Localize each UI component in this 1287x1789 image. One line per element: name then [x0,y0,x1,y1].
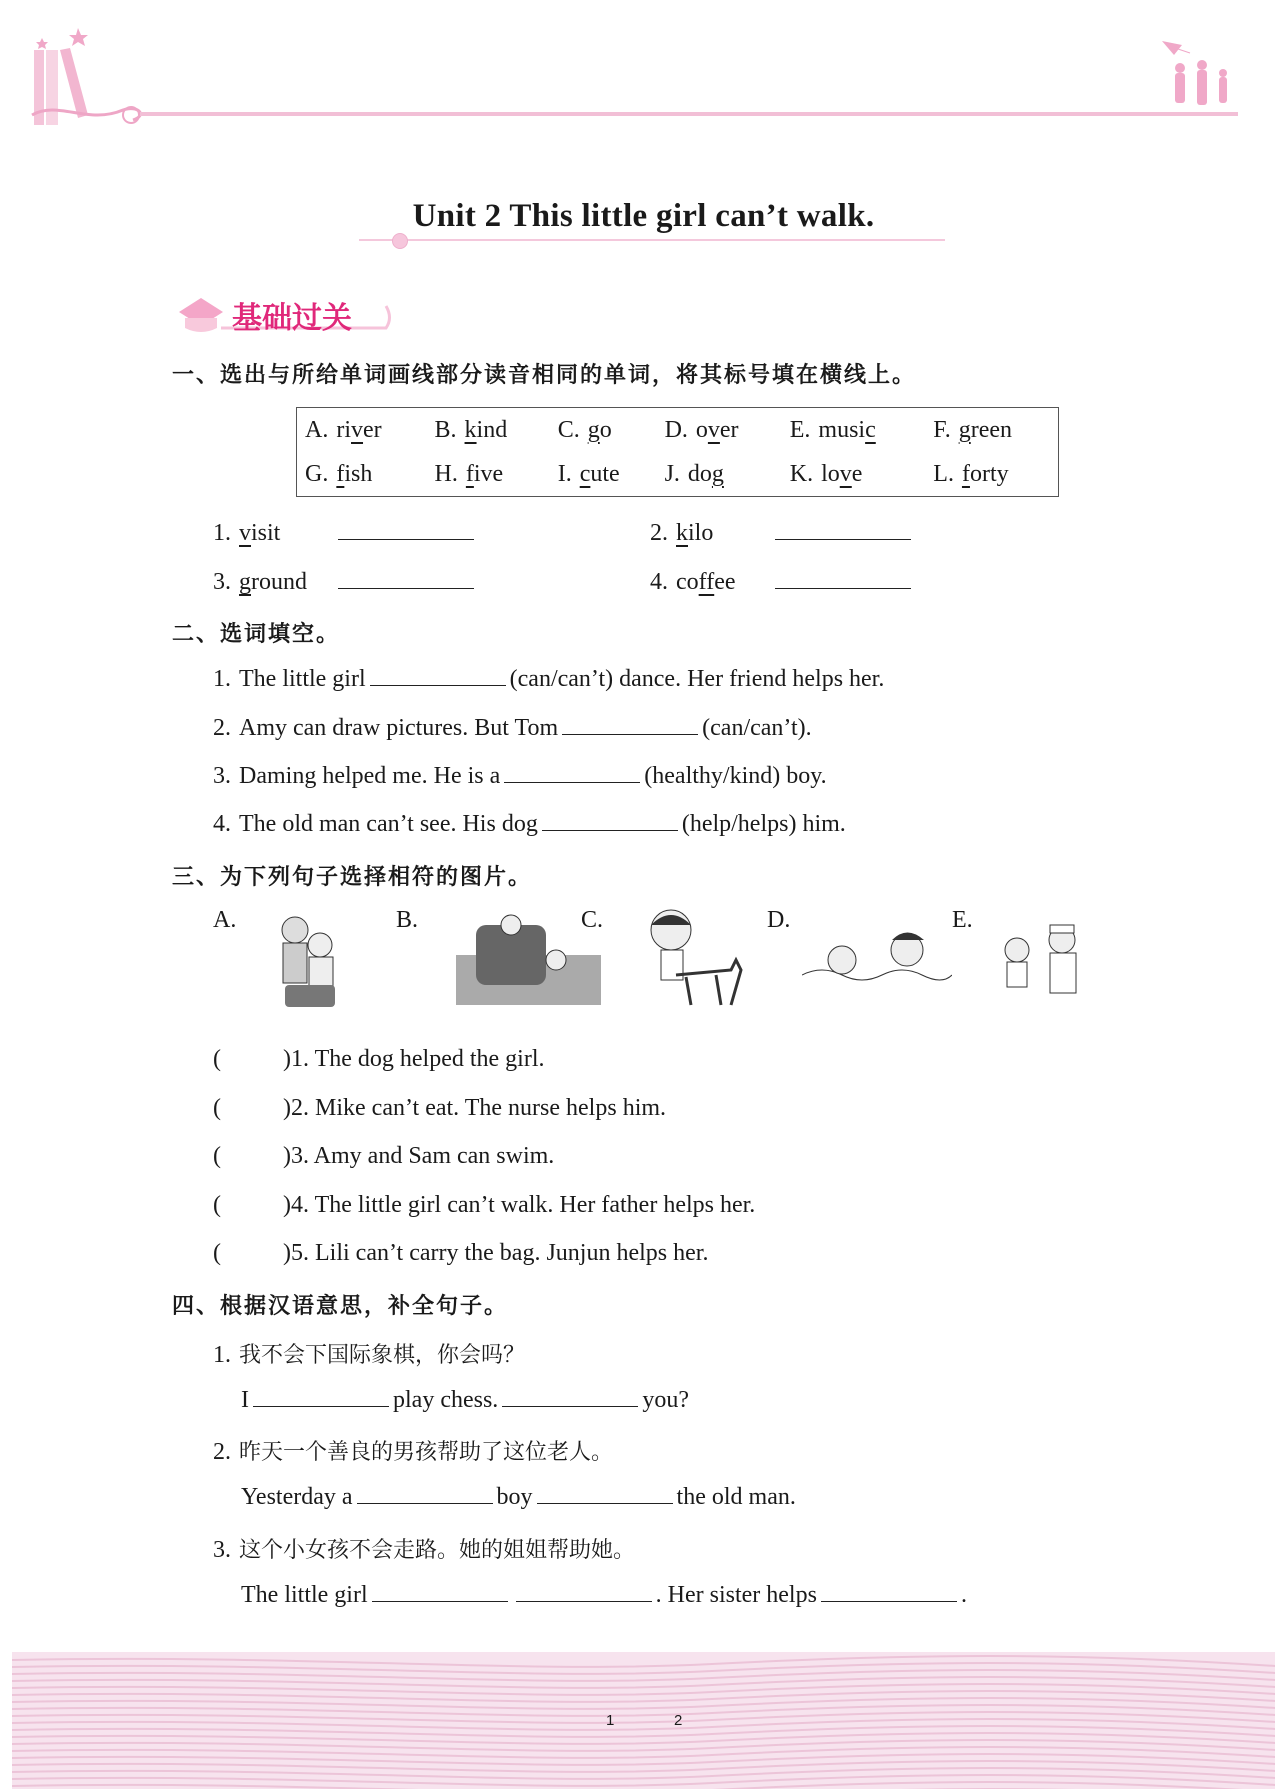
sentence-part: play chess. [393,1387,499,1413]
sentence-start: The little girl [239,666,366,692]
sentence: 3. Amy and Sam can swim. [291,1143,555,1169]
answer-blank[interactable] [775,587,911,589]
picture-label: B. [396,907,419,933]
answer-paren-open: ( [213,1095,221,1121]
word-part: e [851,460,863,487]
option-cell [297,452,427,497]
q2-item [213,666,884,693]
section-badge-label: 基础过关 [232,301,352,336]
chinese-sentence: 这个小女孩不会走路。她的姐姐帮助她。 [239,1538,636,1563]
item-word [676,569,771,596]
q1-item [650,520,915,547]
question-4-heading: 四、根据汉语意思，补全句子。 [172,1294,509,1319]
sentence-part: Yesterday a [241,1484,353,1510]
footer-band [12,1652,1275,1789]
option-word [696,417,739,443]
underlined-letters: c [865,416,876,443]
sentence-part: you? [642,1387,689,1413]
item-number: 4. [650,569,668,595]
word-part: ind [476,416,508,443]
underlined-letters: g [711,460,724,487]
word-part: reen [970,416,1013,443]
q3-item [213,1095,666,1122]
sentence-end: (help/helps) him. [681,811,846,837]
sentence: 5. Lili can’t carry the bag. Junjun helps her. [291,1240,709,1266]
option-word [688,461,724,487]
option-label: L. [933,460,954,487]
q4-chinese-prompt [213,1338,525,1369]
answer-blank[interactable] [542,829,678,831]
picture-e-illustration [992,905,1092,1013]
option-word [466,461,503,487]
q2-item [213,763,827,790]
q1-item [213,569,478,596]
underlined-letters: ff [698,569,715,595]
answer-blank[interactable] [338,587,474,589]
option-word [818,417,875,443]
answer-paren-open: ( [213,1192,221,1218]
sentence-end: (can/can’t). [702,715,812,741]
option-label: B. [434,416,457,443]
item-number: 2. [650,520,668,546]
word-part: co [676,569,699,595]
q3-item [213,1192,755,1219]
item-word [239,520,334,547]
answer-paren-close: ) [283,1143,291,1169]
option-label: D. [664,416,688,443]
answer-blank[interactable] [775,538,911,540]
option-word [336,461,372,487]
answer-blank[interactable] [504,781,640,783]
option-cell [427,408,550,453]
item-word [676,520,771,547]
underlined-letters: v [839,460,852,487]
word-part: ilo [688,520,714,546]
word-part: ute [590,460,620,487]
word-part: ish [344,460,373,487]
picture-label: A. [213,907,237,933]
answer-paren-open: ( [213,1046,221,1072]
option-label: A. [305,416,329,443]
answer-paren-close: ) [283,1046,291,1072]
word-part: round [251,569,307,595]
answer-blank[interactable] [372,1600,508,1602]
answer-paren-close: ) [283,1240,291,1266]
word-options-table [296,407,1059,497]
q2-item [213,715,812,742]
option-word [821,461,862,487]
option-word [465,417,508,443]
books-flourish-icon [28,20,158,135]
q1-item [213,520,478,547]
item-number: 3. [213,569,231,595]
sentence-end: (can/can’t) dance. Her friend helps her. [509,666,885,692]
word-part: er [719,416,739,443]
underlined-letters: k [464,416,477,443]
word-part: ive [473,460,504,487]
answer-paren-open: ( [213,1143,221,1169]
picture-label: D. [767,907,791,933]
underlined-letters: f [336,460,345,487]
item-number: 3. [213,1537,231,1563]
sentence: 4. The little girl can’t walk. Her father helps her. [291,1192,756,1218]
underlined-letters: f [465,460,474,487]
sentence-part: I [241,1387,249,1413]
page-number-2: 2 [674,1712,683,1729]
q3-item [213,1240,708,1267]
options-row [297,452,1059,497]
underlined-letters: v [707,416,720,443]
underlined-letters: k [676,520,688,546]
item-word [239,569,334,596]
item-number: 1. [213,520,231,546]
option-word [959,417,1012,443]
picture-c-illustration [636,905,746,1013]
underlined-letters: v [351,416,364,443]
option-cell [925,452,1058,497]
word-part: isit [251,520,281,546]
page-number-1: 1 [606,1712,615,1729]
answer-blank[interactable] [357,1502,493,1504]
underlined-letters: g [239,569,251,595]
question-3-heading: 三、为下列句子选择相符的图片。 [172,865,533,890]
sentence: 1. The dog helped the girl. [291,1046,545,1072]
answer-blank[interactable] [370,684,506,686]
option-cell [657,452,782,497]
q4-english-sentence [241,1484,796,1511]
item-number: 1. [213,666,231,692]
underlined-letters: g [958,416,971,443]
q3-item [213,1143,554,1170]
word-part: ee [714,569,736,595]
option-cell [550,408,657,453]
answer-blank[interactable] [562,733,698,735]
question-1-heading: 一、选出与所给单词画线部分读音相同的单词，将其标号填在横线上。 [172,363,917,388]
word-part: do [687,460,712,487]
q4-english-sentence [241,1582,967,1609]
option-label: H. [434,460,458,487]
option-cell [782,452,926,497]
chinese-sentence: 我不会下国际象棋，你会吗？ [239,1343,526,1368]
header-rule [140,112,1238,116]
underlined-letters: v [239,520,251,546]
answer-blank[interactable] [516,1600,652,1602]
answer-blank[interactable] [502,1405,638,1407]
sentence-part: The little girl [241,1582,368,1608]
picture-label: E. [952,907,973,933]
answer-paren-close: ) [283,1192,291,1218]
option-cell [550,452,657,497]
page-title: Unit 2 This little girl can’t walk. [412,198,875,234]
underlined-letters: f [961,460,970,487]
options-row [297,408,1059,453]
answer-paren-open: ( [213,1240,221,1266]
sentence-part: . Her sister helps [655,1582,817,1608]
word-part: o [599,416,612,443]
option-word [588,417,612,443]
question-2-heading: 二、选词填空。 [172,622,341,647]
word-part: musi [818,416,866,443]
option-cell [427,452,550,497]
item-number: 1. [213,1342,231,1368]
sentence-part: . [960,1582,967,1608]
picture-label: C. [581,907,604,933]
sentence-part: boy [496,1484,533,1510]
item-number: 4. [213,811,231,837]
sentence-start: Amy can draw pictures. But Tom [239,715,559,741]
option-label: K. [789,460,814,487]
word-part: orty [969,460,1009,487]
item-number: 2. [213,715,231,741]
picture-d-illustration [802,905,952,1013]
sentence-end: (healthy/kind) boy. [644,763,827,789]
item-number: 2. [213,1439,231,1465]
title-dot [392,233,408,249]
underlined-letters: g [587,416,600,443]
option-label: C. [557,416,580,443]
word-part: er [363,416,382,443]
option-word [580,461,620,487]
word-part: o [695,416,708,443]
option-label: G. [305,460,329,487]
sentence: 2. Mike can’t eat. The nurse helps him. [291,1095,667,1121]
sentence-start: Daming helped me. He is a [239,763,501,789]
answer-paren-close: ) [283,1095,291,1121]
option-cell [782,408,926,453]
sentence-part: the old man. [676,1484,796,1510]
picture-a-illustration [265,905,345,1013]
q1-item [650,569,915,596]
word-part: ri [336,416,352,443]
option-word [962,461,1009,487]
option-label: F. [933,416,951,443]
answer-blank[interactable] [338,538,474,540]
q4-chinese-prompt [213,1533,635,1564]
item-number: 3. [213,763,231,789]
sentence-start: The old man can’t see. His dog [239,811,538,837]
option-label: E. [789,416,811,443]
q4-english-sentence [241,1387,689,1414]
option-word [336,417,381,443]
option-label: J. [664,460,680,487]
children-kite-icon [1160,35,1242,117]
title-underline [359,239,945,241]
q4-chinese-prompt [213,1435,613,1466]
answer-blank[interactable] [537,1502,673,1504]
option-label: I. [557,460,572,487]
underlined-letters: c [579,460,591,487]
answer-blank[interactable] [821,1600,957,1602]
q3-item [213,1046,545,1073]
option-cell [297,408,427,453]
answer-blank[interactable] [253,1405,389,1407]
option-cell [657,408,782,453]
option-cell [925,408,1058,453]
wave-pattern [12,1652,1275,1789]
word-part: lo [821,460,840,487]
chinese-sentence: 昨天一个善良的男孩帮助了这位老人。 [239,1440,614,1465]
q2-item [213,811,846,838]
